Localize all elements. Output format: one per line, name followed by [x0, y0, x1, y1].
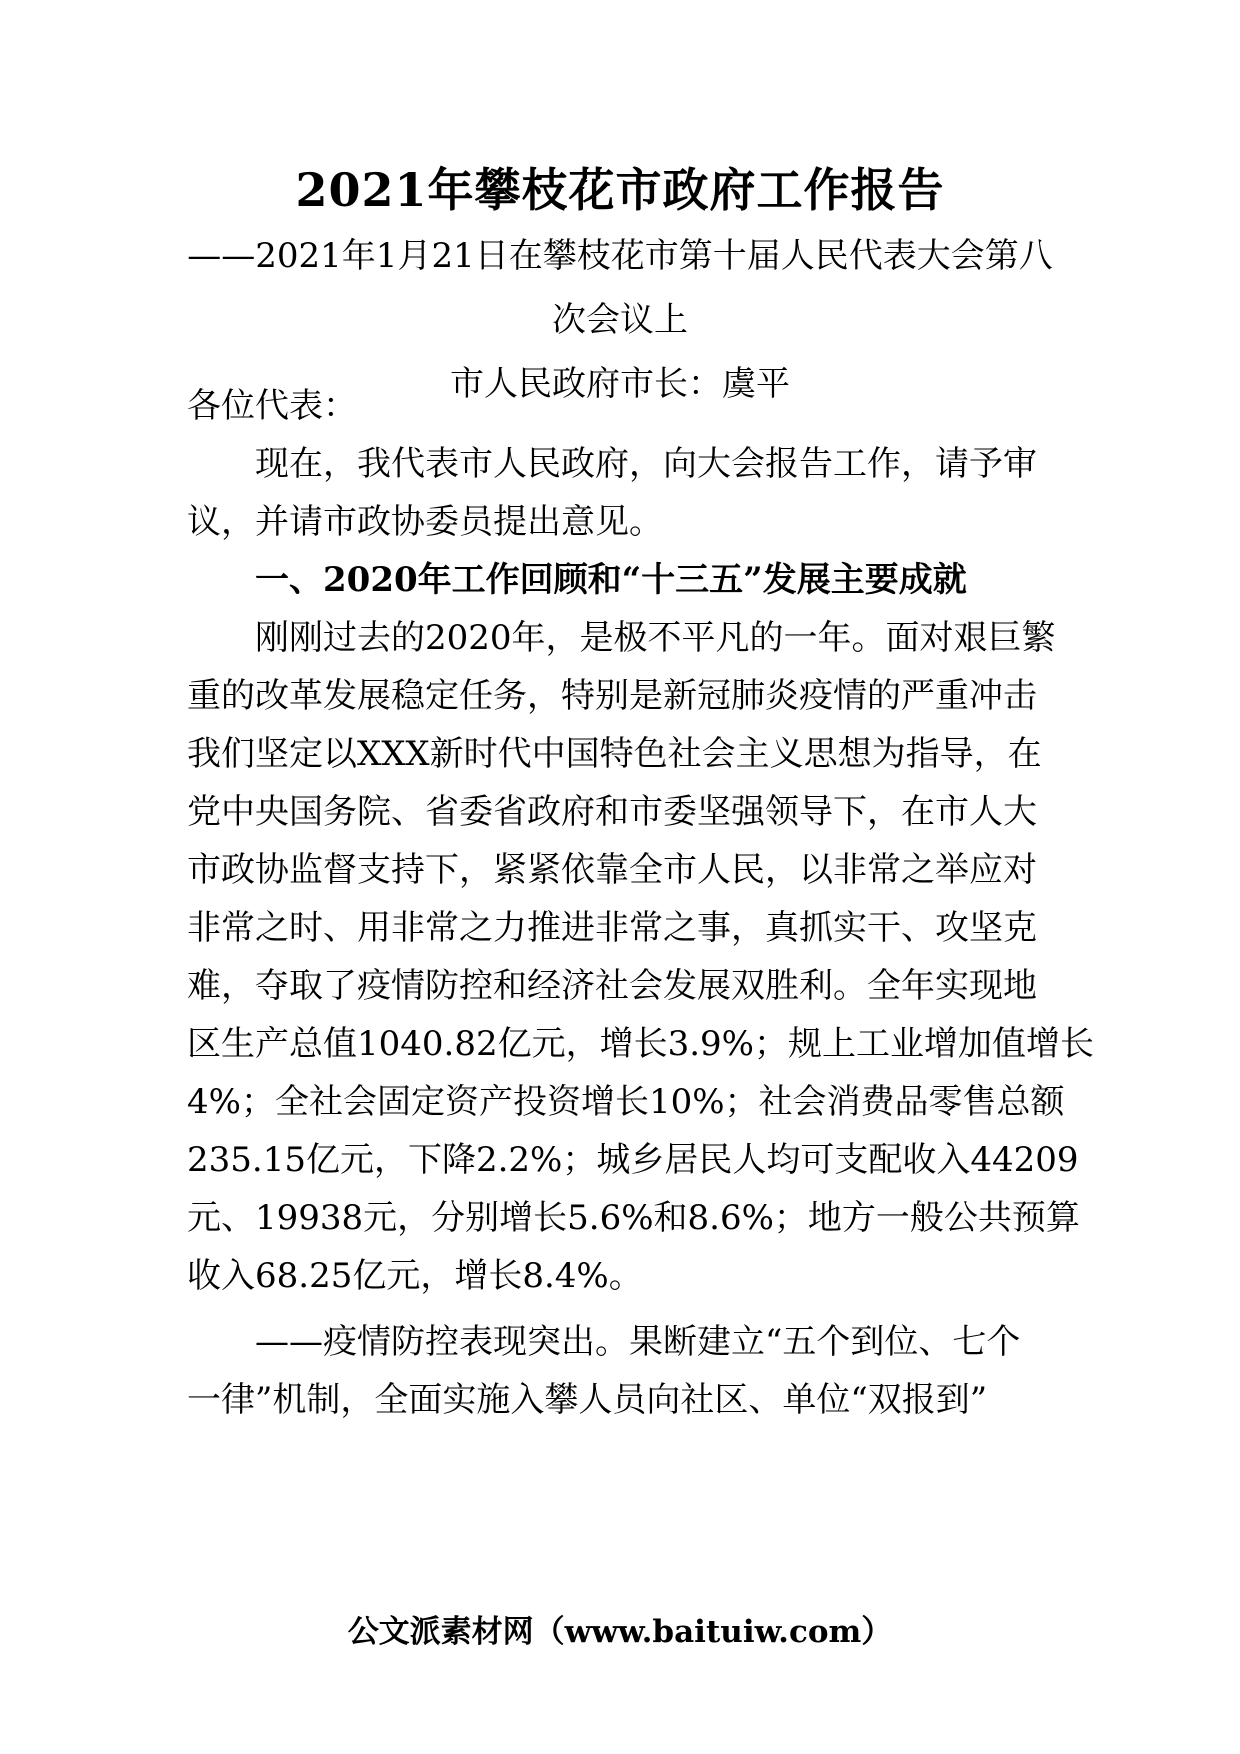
- paragraph-line: 难，夺取了疫情防控和经济社会发展双胜利。全年实现地: [187, 966, 1037, 1006]
- paragraph-line: 元、19938元，分别增长5.6%和8.6%；地方一般公共预算: [187, 1198, 1080, 1238]
- paragraph-line: 收入68.25亿元，增长8.4%。: [187, 1256, 643, 1296]
- paragraph-line: 4%；全社会固定资产投资增长10%；社会消费品零售总额: [187, 1082, 1065, 1122]
- paragraph-line: 235.15亿元，下降2.2%；城乡居民人均可支配收入44209: [187, 1140, 1079, 1180]
- paragraph-line: 党中央国务院、省委省政府和市委坚强领导下，在市人大: [187, 792, 1037, 832]
- greeting: 各位代表：: [187, 386, 357, 426]
- footer-watermark: 公文派素材网（www.baituiw.com）: [347, 1614, 893, 1650]
- author-line: 市人民政府市长：虞平: [450, 364, 790, 404]
- paragraph-line: 刚刚过去的2020年，是极不平凡的一年。面对艰巨繁: [255, 618, 1056, 658]
- paragraph-line: 区生产总值1040.82亿元，增长3.9%；规上工业增加值增长: [187, 1024, 1094, 1064]
- subtitle-line-1: ——2021年1月21日在攀枝花市第十届人民代表大会第八: [187, 236, 1053, 276]
- intro-line: 议，并请市政协委员提出意见。: [187, 502, 663, 542]
- paragraph-line: ——疫情防控表现突出。果断建立“五个到位、七个: [255, 1322, 1021, 1362]
- document-title: 2021年攀枝花市政府工作报告: [295, 163, 945, 217]
- section-heading: 一、2020年工作回顾和“十三五”发展主要成就: [255, 560, 967, 600]
- paragraph-line: 重的改革发展稳定任务，特别是新冠肺炎疫情的严重冲击: [187, 676, 1037, 716]
- paragraph-line: 非常之时、用非常之力推进非常之事，真抓实干、攻坚克: [187, 908, 1037, 948]
- paragraph-line: 一律”机制，全面实施入攀人员向社区、单位“双报到”: [187, 1380, 988, 1420]
- subtitle-line-2: 次会议上: [552, 300, 688, 340]
- paragraph-line: 我们坚定以XXX新时代中国特色社会主义思想为指导，在: [187, 734, 1042, 774]
- intro-line: 现在，我代表市人民政府，向大会报告工作，请予审: [255, 444, 1037, 484]
- paragraph-line: 市政协监督支持下，紧紧依靠全市人民，以非常之举应对: [187, 850, 1037, 890]
